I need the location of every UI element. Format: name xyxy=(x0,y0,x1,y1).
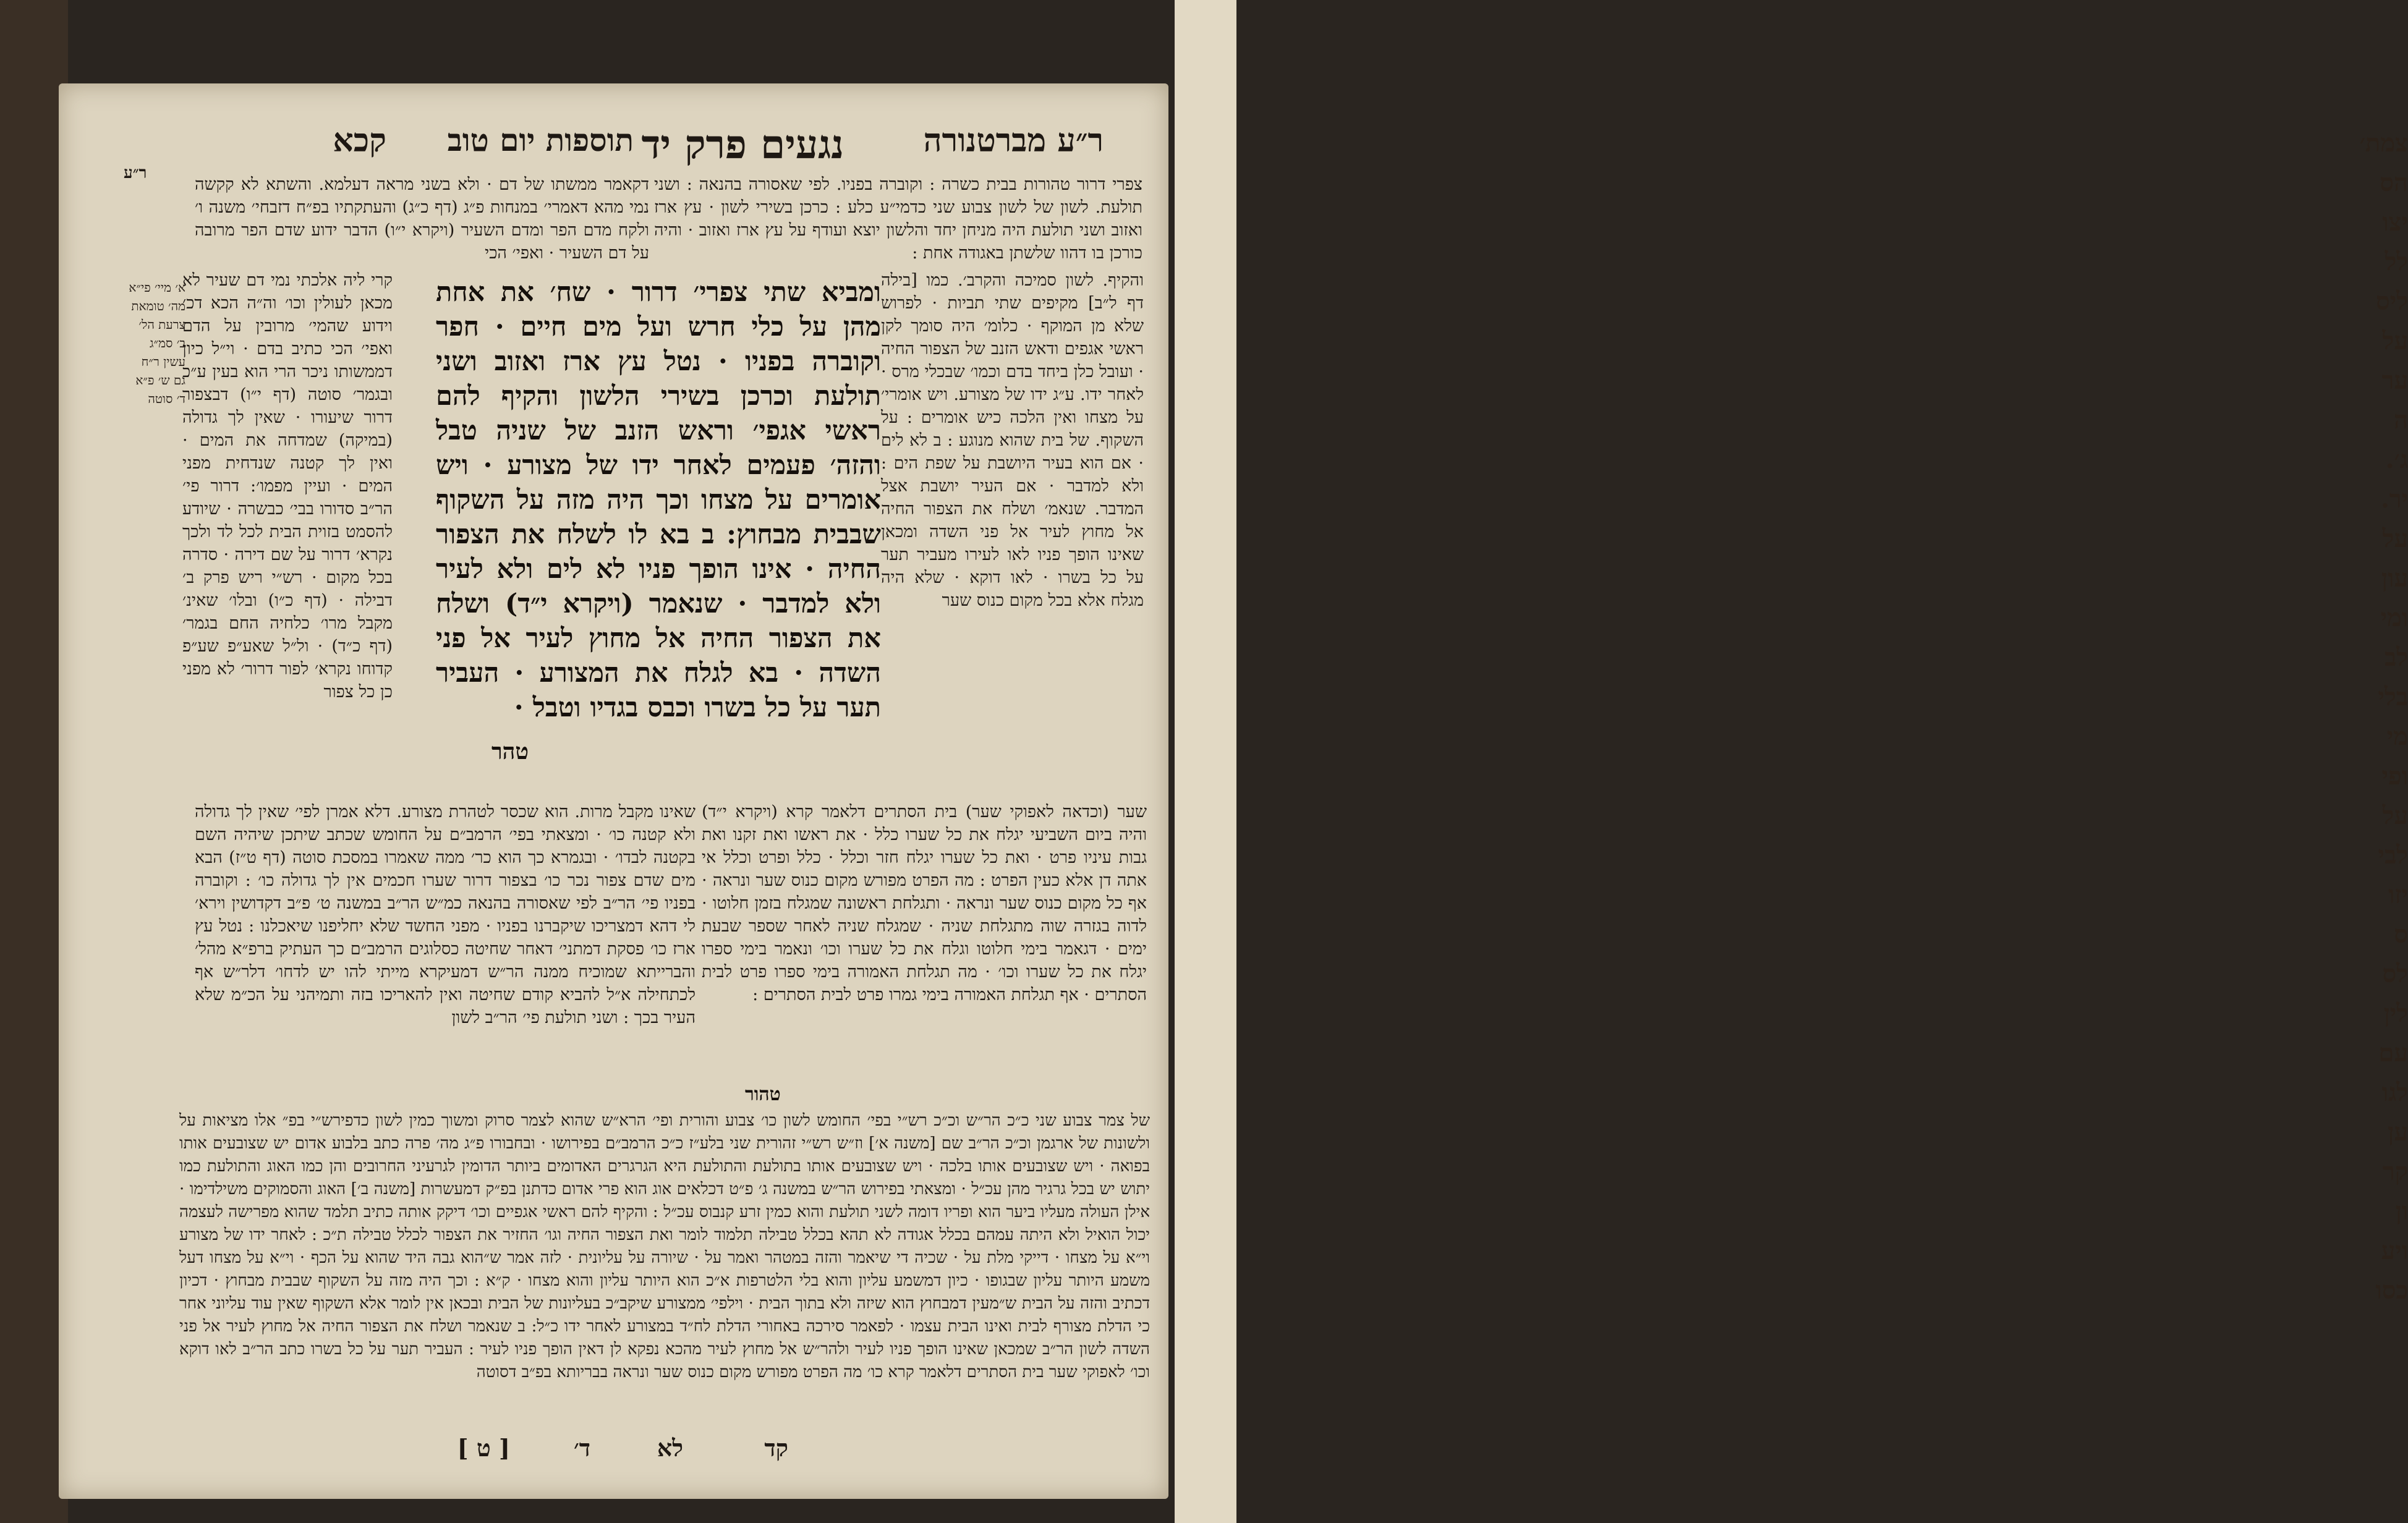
adjacent-page-fragment: צמת׳ xyxy=(2359,129,2408,158)
margin-note: צרעת הל׳ xyxy=(138,317,185,332)
footer-bracket: [ ט ] xyxy=(457,1434,510,1462)
adjacent-page-fragment: על xyxy=(2382,801,2408,830)
adjacent-page-fragment: יר. xyxy=(2380,485,2408,514)
adjacent-page xyxy=(1175,0,2408,1523)
adjacent-page-fragment: על xyxy=(2382,524,2408,553)
adjacent-page-fragment: יזו xyxy=(2388,880,2408,909)
adjacent-page-fragment: לגו xyxy=(2381,1078,2408,1107)
adjacent-page-fragment: ון xyxy=(2395,1197,2408,1226)
commentary-top-right: צפרי דרור טהורות בבית כשרה : וקוברה בפניו. לפי שאסורה בהנאה : ושני תולעת. לשון של לשון צבוע שני כדמי״ע כלע : כרכן בשירי לשון · עץ ארז ואזוב ושני תולעת היה מניחן יחד והלשון יוצא ועודף על עץ ארז ואזוב · והיה כורכן בו דהוו שלשתן באגודה אחת : xyxy=(654,175,1142,263)
adjacent-page-fragment: יצו xyxy=(2382,208,2408,237)
footer-mark: ד׳ xyxy=(573,1434,590,1462)
adjacent-page-fragment: ג׳. xyxy=(2385,445,2408,474)
corner-mark: ר״ע xyxy=(124,164,147,182)
mishna-text: ומביא שתי צפרי׳ דרור · שח׳ את אחת מהן על כלי חרש ועל מים חיים · חפר וקוברה בפניו · נטל עץ ארז ואזוב ושני תולעת וכרכן בשירי הלשון והקיף להם ראשי אגפי׳ וראש הזנב של שניה טבל והזה׳ פעמים לאחר ידו של מצורע · ויש אומרים על מצחו וכך היה מזה על השקוף שבבית מבחוץ: ב בא לו לשלח את הצפור החיה · אינו הופך פניו לא לים ולא לעיר ולא למדבר · שנאמר (ויקרא י״ד) ושלח את הצפור החיה אל מחוץ לעיר אל פני השדה · בא לגלח את המצורע · העביר תער על כל בשרו וכבס בגדיו וטבל · xyxy=(436,277,881,723)
background-left xyxy=(0,0,68,1523)
adjacent-page-fragment: קר xyxy=(2382,1157,2408,1186)
adjacent-page-fragment: הס xyxy=(2380,168,2408,197)
adjacent-page-text xyxy=(2352,124,2408,1483)
margin-note: ב׳ סמ״ג xyxy=(149,336,185,350)
header-tosafot: תוספות יום טוב xyxy=(447,122,634,158)
adjacent-page-fragment: לס xyxy=(2382,959,2408,988)
margin-note: ד׳ סוטה xyxy=(148,391,185,406)
adjacent-page-fragment: ומי xyxy=(2380,603,2408,632)
commentary-top-left: דקאמר ממשתו של דם · ולא בשני מראה דעלמא. והשתא לא קקשה נמי מהא דאמרי׳ במנחות פ״ג (דף כ״ג) והעתקתיו בפ״ח דזבחי׳ משנה ו׳ ולקח מדם הפר ומדם השעיר (ויקרא י״ו) הדבר ידוע שדם הפר מרובה על דם השעיר · ואפי׳ הכי xyxy=(195,175,649,263)
adjacent-page-fragment: ס xyxy=(2394,920,2408,949)
commentary-closing-word: טהור xyxy=(745,1084,781,1105)
header-tractate-chapter: נגעים פרק יד xyxy=(641,122,844,168)
adjacent-page-fragment: ויע xyxy=(2381,1236,2408,1265)
adjacent-page-fragment: לל xyxy=(2385,247,2408,276)
adjacent-page-fragment: על xyxy=(2382,326,2408,355)
running-header xyxy=(219,122,1104,171)
adjacent-page-fragment: לב xyxy=(2385,643,2408,672)
adjacent-page-fragment: בלי xyxy=(2378,682,2408,711)
adjacent-page-fragment: עון xyxy=(2381,564,2408,593)
book-page xyxy=(59,83,1168,1499)
commentary-bottom: של צמר צבוע שני כ״כ הר״ש וכ״כ רש״י בפי׳ החומש לשון כו׳ צבוע והורית ופי׳ הרא״ש שהוא לצמר סרוק ומשוך כמין לשון כדפירש״י בפ״ אלו מציאות על ולשונות של ארגמן וכ״כ הר״ב שם [משנה א׳] וז״ש רש״י זהורית שני בלע״ז כ״כ הרמב״ם בפירושו · ובחבורו פ״ג מה׳ פרה כתב בלבוע אדום יש שצובעים אותו בפואה · ויש שצובעים אותו בלכה · ויש שצובעים אותו בתולעת והתולעת היא הגרגרים האדומים ביותר הדומין לגרעיני החרובים והן כמו האוג והתולעת כמו יתוש יש בכל גרגיר מהן עכ״ל · ומצאתי בפירוש הר״ש במשנה ג׳ פ״ט דכלאים אוג הוא פרי אדום כדתנן בפ״ק דמעשרות [משנה ב׳] האוג והסמוקים משילדימו · אילן העולה מעליו ביער הוא ופריו דומה לשני תולעת והוא כמין זרע קנבוס עכ״ל : והקיף להם ראשי אגפיים וכו׳ דיקק אותה כתיב תלמד שהוא מפרישה לעצמה יכול הואיל ולא היתה עמהם בכלל אגודה לא תהא בכלל טבילה תלמוד לומר ואת הצפור החיה וגו׳ החזיר את הצפור לכלל טבילה ת״כ : לאחר ידו של מצורע וי״א על מצחו · דייקי מלת על · שכיה די שיאמר והזה במטהר ואמר על · שיורה על עליונית · לזה אמר ש״הוא גבה היד שהוא על הכף · וי״א על מצחו דעל משמע היותר עליון שבגופו · כיון דמשמע עליון והוא בלי הלטרפות א״כ הוא היותר עליון והוא מצחו · ק״א : וכך היה מזה על השקוף שבבית מבחוץ · דכיון דכתיב והזה על הבית ש״מעין דמבחוץ הוא שיזה ולא בתוך הבית · וילפי׳ ממצורע שיקב״כ בעליונות של הבית ובכאן אין לומר אלא השקוף שאין עוד עליוני אחר כי הדלת מצורף לבית ואינו הבית עצמו · לפאמר סירכה באחורי הדלת לח״ד במצורע לאחר ידו כ״ל: ב שנאמר ושלח את הצפור החיה אל מחוץ לעיר אל פני השדה לשון הר״ב שמכאן שאינו הופך פניו לעיר ולהר״ש אל מחוץ לעיר מהכא נפקא לן דאין הופך פניו לעיר : העביר תער על כל בשרו כתב הר״ב לאו דוקא וכו׳ לאפוקי שער בית הסתרים דלאמר קרא כו׳ מה הפרט מפורש מקום כנוס שער ונראה בבריותא בפ״ב דסוטה xyxy=(179,1111,1150,1381)
adjacent-page-fragment: ה xyxy=(2393,405,2408,435)
adjacent-page-fragment: לין xyxy=(2383,999,2408,1028)
footer-signature: קד xyxy=(764,1434,788,1462)
page-number: קכא xyxy=(333,122,386,159)
margin-note: מה׳ טומאת xyxy=(131,299,185,313)
adjacent-page-fragment: ופי xyxy=(2381,762,2408,791)
adjacent-page-fragment: עם xyxy=(2378,1038,2408,1067)
adjacent-page-fragment: כסו xyxy=(2375,1276,2408,1305)
adjacent-page-fragment: ער xyxy=(2381,366,2408,395)
bartenura-column: והקיף. לשון סמיכה והקרב׳. כמו [בילה דף ל״ב] מקיפים שתי תביות · לפרוש שלא מן המוקף · כלומ׳ היה סומך לקן ראשי אגפים ודאש הזנב של הצפור החיה · ועובל כלן ביחד בדם וכמו׳ שבכלי מרס · לאחר ידו. ע״ג ידו של מצורע. ויש אומרי׳ על מצחו ואין הלכה כיש אומרים : על השקוף. של בית שהוא מנוגע : ב לא לים · אם הוא בעיר היושבת על שפת הים : ולא למדבר · אם העיר יושבת אצל המדבר. שנאמ׳ ושלח את הצפור החיה אל מחוץ לעיר אל פני השדה ומכאן שאינו הופך פניו לאו לעירו מעביר תער על כל בשרו · לאו דוקא · שלא היה מגלח אלא בכל מקום כנוס שער xyxy=(881,271,1144,610)
commentary-middle-right: שער (וכדאה לאפוקי שער) בית הסתרים דלאמר קרא (ויקרא י״ד) והיה ביום השביעי יגלח את כל שערו כלל · את ראשו ואת זקנו ואת גבות עיניו פרט · ואת כל שערו יגלח חזר וכלל · כלל ופרט וכלל אי אתה דן אלא כעין הפרט : מה הפרט מפורש מקום כנוס שער ונראה · אף כל מקום כנוס שער ונראה · ותגלחת ראשונה שמגלח בזמן חלוטו · לדוה בגזרה שוה מתגלחת שניה · שמגלח שניה לאחר שספר שבעת ימים · דגאמר בימי חלוטו וגלח את כל שערו וכו׳ ונאמר בימי ספרו יגלח את כל שערו וכו׳ · מה תגלחת האמורה בימי ספרו פרט לבית הסתרים · אף תגלחת האמורה בימי גמרו פרט לבית הסתרים : xyxy=(702,802,1147,1004)
margin-note: א׳ מיי׳ פי״א xyxy=(129,280,185,295)
margin-note: גם ש׳ פ״א xyxy=(135,373,185,388)
tosafot-column: קרי ליה אלכתי נמי דם שעיר לא מכאן לעולין וכו׳ וה״ה הכא דכ׳ וידוע שהמי׳ מרובין על הדם ואפי׳ הכי כתיב בדם · וי״ל כיון דממשותו ניכר הרי הוא בעין ע״כ ובגמר׳ סוטה (דף י״ו) דבצפור דרור שיעורו · שאין לך גדולה (במיקה) שמדחה את המים · ואין לך קטנה שנדחית מפני המים · ועיין מפמו׳: דרור פי׳ הר״ב סדורו בבי׳ כבשרה · שיודע להסמט בזוית הבית לכל לד ולכך נקרא׳ דרור על שם דירה · סדרה בכל מקום · רש״י ריש פרק ב׳ דבילה · (דף כ״ו) ובלו׳ שאינ׳ מקבל מרו׳ כלחיה החם בגמר׳ (דף כ״ד) · ול״ל שאע״פ שע״פ קדוחו נקרא׳ לפור דרור׳ לא מפני כן כל צפור xyxy=(182,271,393,702)
adjacent-page-fragment: ען xyxy=(2388,1118,2408,1147)
page-footer xyxy=(294,1434,788,1471)
footer-number: לא xyxy=(657,1434,683,1462)
adjacent-page-fragment: לבי xyxy=(2378,841,2408,870)
mishna-closing-word: טהר xyxy=(491,739,529,765)
margin-note: עשין ר״ח xyxy=(141,354,185,369)
header-commentator: ר״ע מברטנורה xyxy=(923,122,1104,159)
commentary-middle-left: שאינו מקבל מרות. הוא שכסר לטהרת מצורע. דלא אמרן לפי׳ שאין לך גדולה ולא קטנה כו׳ · ומצאתי בפי׳ הרמב״ם על החומש שכתב שיתכן שיהיה השם בקטנה לבדו׳ · ובגמרא כך הוא כר׳ ממה שאמרו במסכת סוטה (דף ט״ז) הבא מים שדם צפור נכר כו׳ בצפור דרור שערו חכמים אין לך גדולה כו׳ : וקוברה בפניו פי׳ הר״ב לפי שאסורה בהנאה כמ״ש הר״ב במשנה ט׳ פ״ב דקדושין וירא׳ לי דהא דמצריכו שיקברנו בפניו · מפני החשד שלא יחליפנו שיאכלנו : נטל עץ ארז כו׳ פסקת דמתני׳ דאחר שחיטה כסלוגים הרמב״ם כך העתיק ברפ״א מהל׳ והברייתא שמוכיח ממנה הר״ש דמעיקרא מייתי להו יש לדחו׳ דלר״ש אף לכתחילה א״ל להביא קודם שחיטה ואין להאריכו בזה ותמיהני על הכ״מ שלא העיר בכך : ושני תולעת פי׳ הר״ב לשון xyxy=(195,802,696,1027)
adjacent-page-fragment: ליס xyxy=(2376,287,2408,316)
margin-notes xyxy=(93,278,185,408)
adjacent-page-fragment: מי xyxy=(2386,722,2408,751)
